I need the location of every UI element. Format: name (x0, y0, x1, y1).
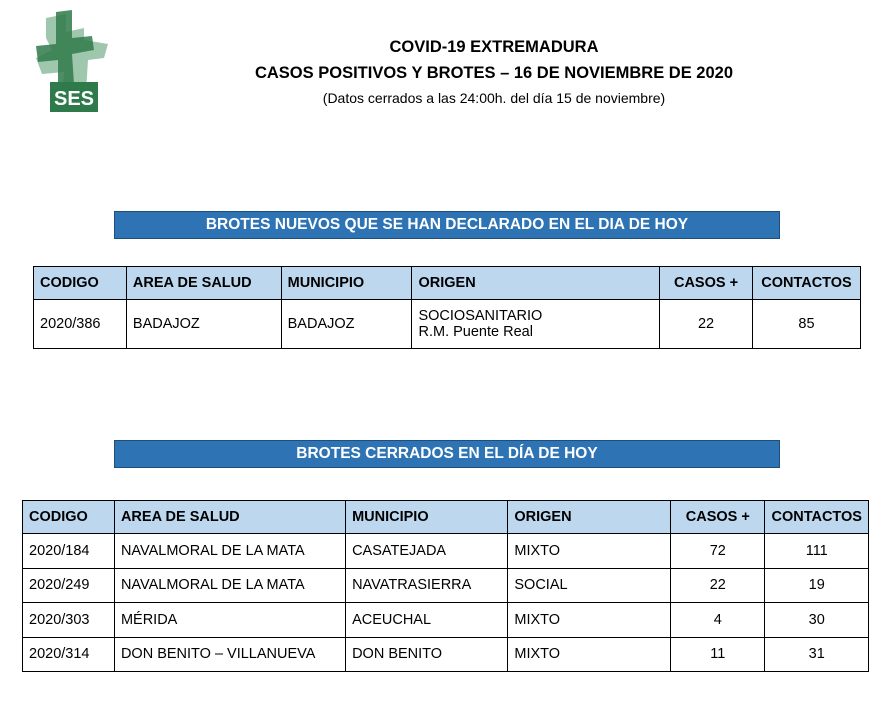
cell-area: BADAJOZ (126, 300, 281, 349)
col-contactos: CONTACTOS (752, 267, 860, 300)
cell-area: DON BENITO – VILLANUEVA (114, 637, 345, 672)
cell-casos: 22 (671, 568, 765, 603)
col-municipio: MUNICIPIO (346, 501, 508, 534)
cell-origen (412, 300, 660, 349)
col-origen: ORIGEN (508, 501, 671, 534)
logo-text: SES (53, 88, 95, 110)
cell-area: MÉRIDA (114, 603, 345, 638)
cell-municipio: DON BENITO (346, 637, 508, 672)
cell-area: NAVALMORAL DE LA MATA (114, 534, 345, 569)
col-casos: CASOS + (671, 501, 765, 534)
col-contactos: CONTACTOS (765, 501, 869, 534)
cell-contactos: 85 (752, 300, 860, 349)
table-header-row (23, 501, 869, 534)
banner-brotes-nuevos: BROTES NUEVOS QUE SE HAN DECLARADO EN EL DIA DE HOY (114, 211, 780, 239)
table-row (23, 637, 869, 672)
col-codigo: CODIGO (23, 501, 115, 534)
document-subtitle: CASOS POSITIVOS Y BROTES – 16 DE NOVIEMBRE DE 2020 (254, 64, 734, 82)
table-row (23, 603, 869, 638)
table-brotes-nuevos (33, 266, 861, 349)
col-casos: CASOS + (660, 267, 753, 300)
cell-origen: SOCIAL (508, 568, 671, 603)
cell-origen-line2: R.M. Puente Real (418, 324, 533, 340)
cell-origen-line1: SOCIOSANITARIO (418, 308, 543, 324)
cell-casos: 11 (671, 637, 765, 672)
col-area-salud: AREA DE SALUD (126, 267, 281, 300)
col-area-salud: AREA DE SALUD (114, 501, 345, 534)
cell-contactos: 111 (765, 534, 869, 569)
ses-logo (32, 10, 110, 114)
col-codigo: CODIGO (34, 267, 127, 300)
cell-casos: 22 (660, 300, 753, 349)
cell-municipio: CASATEJADA (346, 534, 508, 569)
cell-municipio: ACEUCHAL (346, 603, 508, 638)
cell-municipio: BADAJOZ (281, 300, 412, 349)
document-note: (Datos cerrados a las 24:00h. del día 15 de noviembre) (322, 90, 666, 106)
cell-area: NAVALMORAL DE LA MATA (114, 568, 345, 603)
cell-codigo: 2020/303 (23, 603, 115, 638)
cell-contactos: 30 (765, 603, 869, 638)
cell-casos: 4 (671, 603, 765, 638)
cell-contactos: 19 (765, 568, 869, 603)
table-row (23, 534, 869, 569)
cell-codigo: 2020/386 (34, 300, 127, 349)
col-origen: ORIGEN (412, 267, 660, 300)
table-brotes-cerrados (22, 500, 869, 672)
cell-codigo: 2020/184 (23, 534, 115, 569)
banner-brotes-cerrados: BROTES CERRADOS EN EL DÍA DE HOY (114, 440, 780, 468)
document-title: COVID-19 EXTREMADURA (389, 38, 599, 56)
table-header-row (34, 267, 861, 300)
table-row (23, 568, 869, 603)
cell-municipio: NAVATRASIERRA (346, 568, 508, 603)
cell-origen: MIXTO (508, 637, 671, 672)
cell-contactos: 31 (765, 637, 869, 672)
table-row (34, 300, 861, 349)
cell-codigo: 2020/314 (23, 637, 115, 672)
cell-codigo: 2020/249 (23, 568, 115, 603)
cell-origen: MIXTO (508, 603, 671, 638)
col-municipio: MUNICIPIO (281, 267, 412, 300)
cell-origen: MIXTO (508, 534, 671, 569)
cell-casos: 72 (671, 534, 765, 569)
